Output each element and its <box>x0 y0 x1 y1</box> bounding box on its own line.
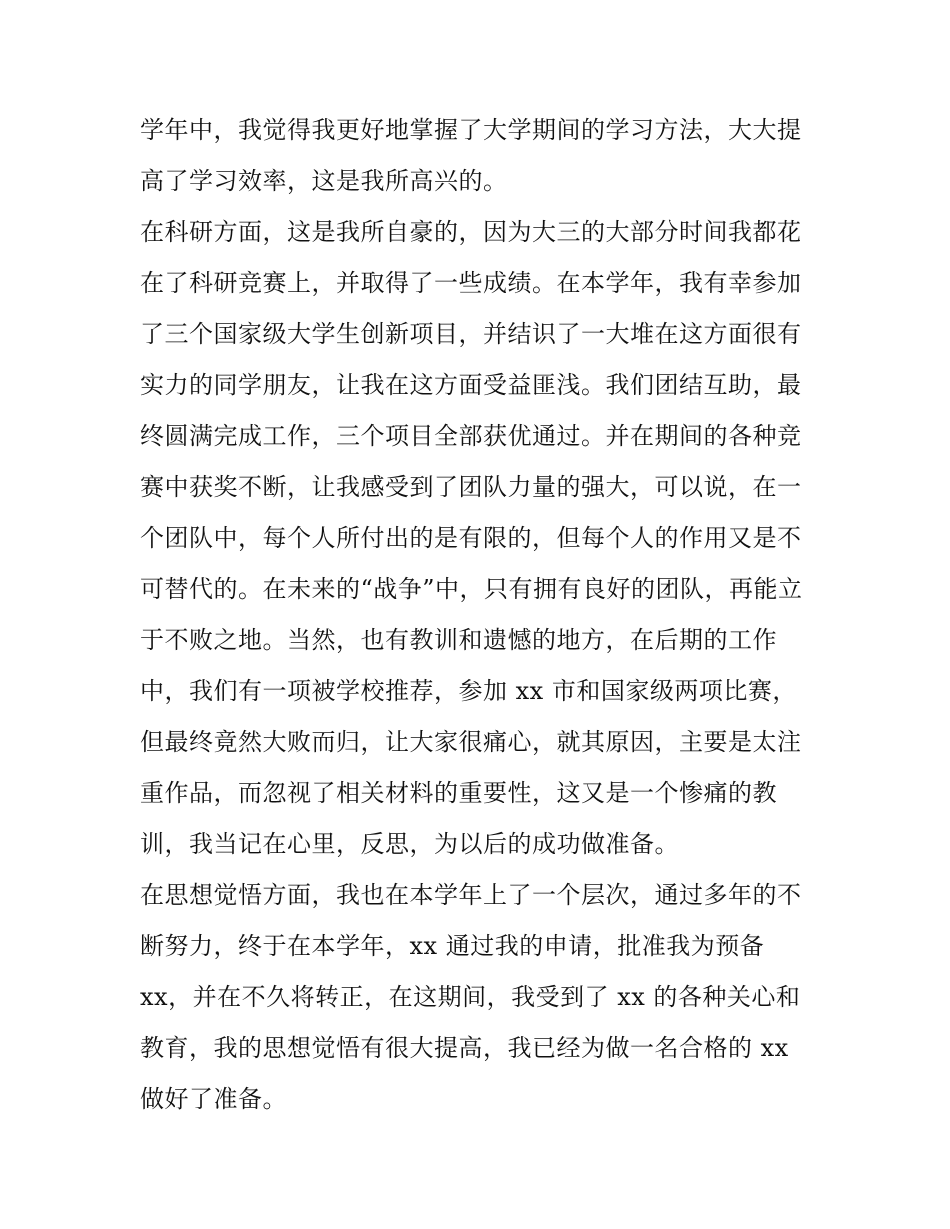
text-line: 个团队中，每个人所付出的是有限的，但每个人的作用又是不 <box>140 524 802 552</box>
text-line: 高了学习效率，这是我所高兴的。 <box>140 167 508 195</box>
text-line: 在思想觉悟方面，我也在本学年上了一个层次，通过多年的不 <box>140 881 802 909</box>
text-line: 赛中获奖不断，让我感受到了团队力量的强大，可以说，在一 <box>140 473 802 501</box>
text-line: 在了科研竞赛上，并取得了一些成绩。在本学年，我有幸参加 <box>140 269 802 297</box>
text-line: 断努力，终于在本学年，xx 通过我的申请，批准我为预备 <box>140 932 765 960</box>
text-line: 训，我当记在心里，反思，为以后的成功做准备。 <box>140 830 679 858</box>
text-line: 在科研方面，这是我所自豪的，因为大三的大部分时间我都花 <box>140 218 802 246</box>
text-line: 终圆满完成工作，三个项目全部获优通过。并在期间的各种竞 <box>140 422 802 450</box>
text-line: 中，我们有一项被学校推荐，参加 xx 市和国家级两项比赛， <box>140 677 797 705</box>
text-line: 实力的同学朋友，让我在这方面受益匪浅。我们团结互助，最 <box>140 371 802 399</box>
text-line: 重作品，而忽视了相关材料的重要性，这又是一个惨痛的教 <box>140 779 777 807</box>
text-line: 教育，我的思想觉悟有很大提高，我已经为做一名合格的 xx <box>140 1034 789 1062</box>
text-line: 但最终竟然大败而归，让大家很痛心，就其原因，主要是太注 <box>140 728 802 756</box>
text-line: 学年中，我觉得我更好地掌握了大学期间的学习方法，大大提 <box>140 116 802 144</box>
text-line: 可替代的。在未来的“战争”中，只有拥有良好的团队，再能立 <box>140 575 803 603</box>
text-line: xx，并在不久将转正，在这期间，我受到了 xx 的各种关心和 <box>140 983 801 1011</box>
text-line: 于不败之地。当然，也有教训和遗憾的地方，在后期的工作 <box>140 626 777 654</box>
text-line: 做好了准备。 <box>140 1085 287 1113</box>
text-line: 了三个国家级大学生创新项目，并结识了一大堆在这方面很有 <box>140 320 802 348</box>
body-text <box>140 105 830 1125</box>
